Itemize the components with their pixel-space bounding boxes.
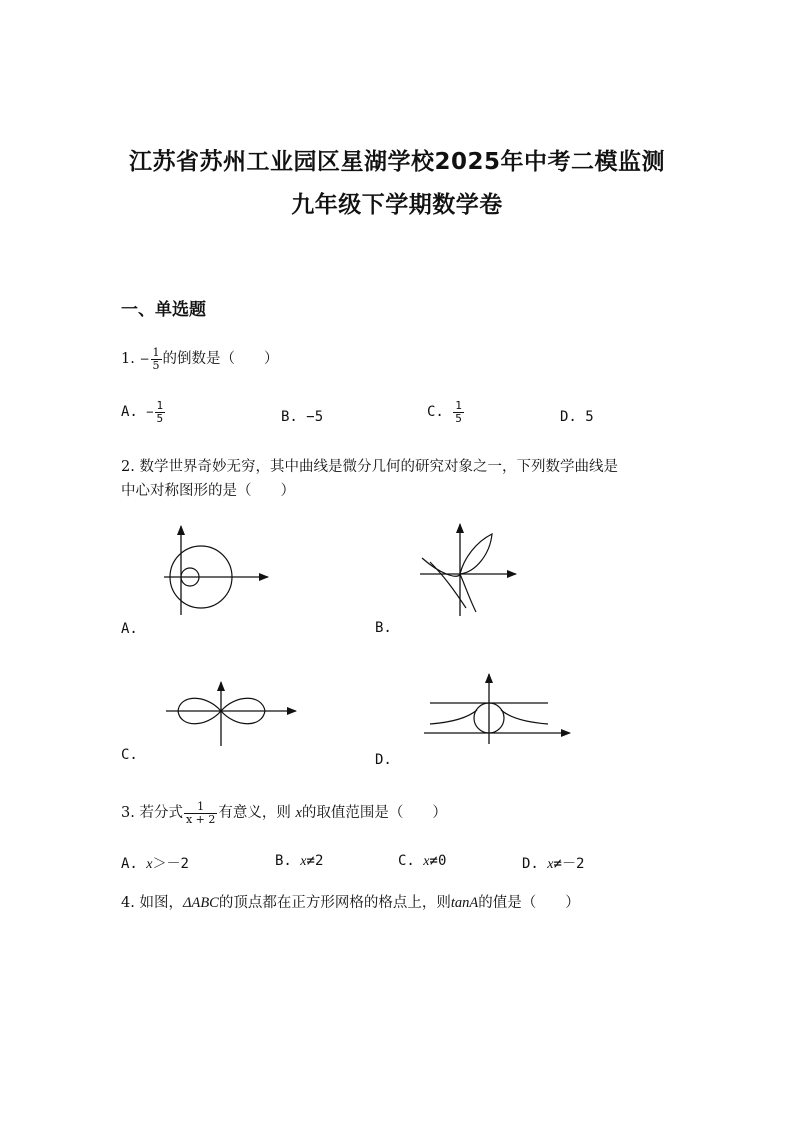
folium-of-descartes-icon: [410, 518, 540, 618]
fraction-numerator: 1: [455, 399, 462, 412]
question-4: [121, 891, 580, 912]
option-value: ≠0: [429, 853, 447, 869]
option-value: 5: [585, 409, 594, 425]
option-label: B.: [281, 409, 298, 425]
question-number: 4.: [121, 895, 135, 911]
folium-loop: [422, 534, 492, 576]
fraction-denominator: 5: [152, 358, 160, 372]
negative-sign: −: [146, 405, 154, 420]
question-1: [121, 347, 279, 371]
fraction-numerator: 1: [156, 399, 164, 412]
question-number: 1.: [121, 351, 135, 368]
option-label: A.: [121, 404, 138, 421]
question-3: [121, 801, 447, 825]
option-label: C.: [427, 404, 444, 421]
fraction-numerator: 1: [197, 800, 205, 813]
page-subtitle: 九年级下学期数学卷: [291, 192, 503, 218]
lemniscate-icon: [160, 680, 300, 750]
question-2-line2: 中心对称图形的是（ ）: [121, 483, 295, 499]
variable: x: [295, 805, 302, 822]
question-stem: 若分式: [139, 805, 183, 822]
page-title: 江苏省苏州工业园区星湖学校2025年中考二模监测: [128, 149, 665, 175]
question-stem-line1: 数学世界奇妙无穷，其中曲线是微分几何的研究对象之一，下列数学曲线是: [139, 459, 618, 475]
option-label: A.: [121, 856, 138, 872]
question-stem: 的取值范围是（ ）: [301, 805, 447, 822]
question-stem: 如图，: [139, 895, 183, 911]
fraction: [184, 801, 217, 825]
option-value: ≠2: [306, 853, 324, 869]
q1-option-c[interactable]: [427, 400, 465, 424]
fraction-numerator: 1: [152, 346, 160, 359]
question-number: 3.: [121, 805, 135, 822]
folium-branch: [460, 574, 476, 612]
fraction-denominator: 5: [455, 411, 462, 425]
fraction: [155, 400, 166, 424]
triangle-label: ΔABC: [182, 895, 219, 911]
option-label: D.: [522, 856, 539, 872]
question-2: [121, 455, 618, 476]
q2-option-d[interactable]: D.: [375, 752, 392, 768]
question-stem: 的顶点都在正方形网格的格点上，则: [218, 895, 451, 911]
q1-option-a[interactable]: [121, 400, 166, 424]
option-label: D.: [560, 409, 577, 425]
fraction: [453, 400, 464, 424]
option-value: −5: [306, 409, 324, 425]
q1-option-b[interactable]: [281, 409, 323, 425]
q1-option-d[interactable]: [560, 409, 594, 425]
fraction-denominator: 5: [156, 411, 164, 425]
option-value: ＞－2: [152, 856, 189, 872]
q3-option-d[interactable]: [522, 853, 584, 873]
section-heading: 一、单选题: [121, 300, 206, 320]
fraction: [151, 347, 162, 371]
variable: x: [423, 854, 430, 869]
tan-expression: tanA: [450, 895, 479, 911]
question-stem: 的倒数是（ ）: [162, 351, 279, 368]
q2-option-c[interactable]: C.: [121, 747, 138, 763]
circle-between-lines-icon: [420, 672, 575, 747]
option-value: ≠－2: [553, 856, 585, 872]
variable: x: [300, 854, 307, 869]
q2-option-a[interactable]: A.: [121, 621, 138, 637]
variable: x: [547, 857, 554, 872]
question-stem: 的值是（ ）: [478, 895, 580, 911]
question-stem: 有意义，则: [218, 805, 291, 822]
q3-option-c[interactable]: [398, 853, 446, 870]
q2-option-b[interactable]: B.: [375, 620, 392, 636]
limacon-curve-icon: [150, 520, 280, 620]
option-label: B.: [275, 853, 292, 869]
variable: x: [146, 857, 153, 872]
question-number: 2.: [121, 459, 135, 475]
q3-option-b[interactable]: [275, 853, 323, 870]
option-label: C.: [398, 853, 415, 869]
q3-option-a[interactable]: [121, 853, 189, 873]
negative-sign: −: [139, 352, 150, 367]
fraction-denominator: x + 2: [185, 812, 216, 826]
